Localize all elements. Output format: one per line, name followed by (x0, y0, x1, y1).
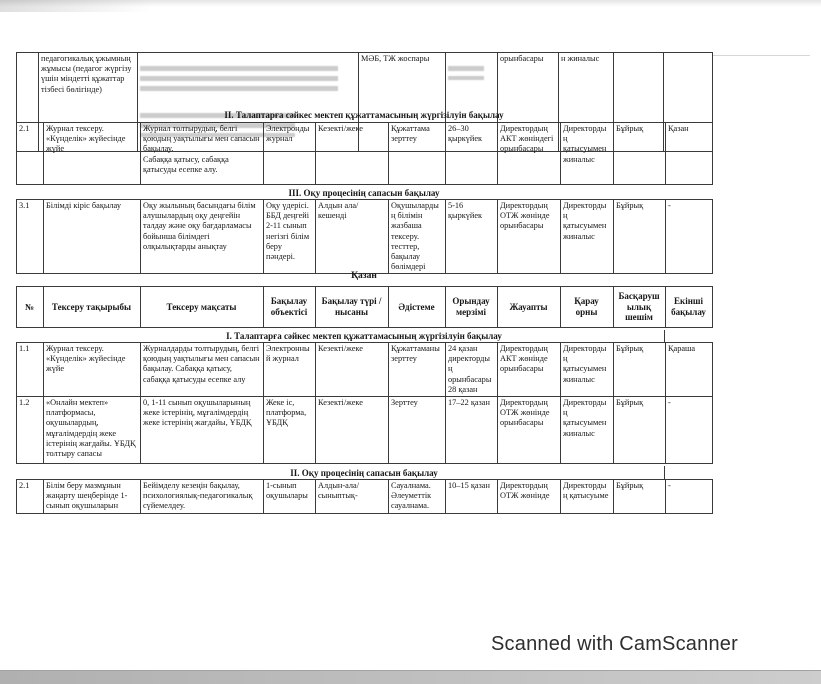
cell-object: 1-сынып оқушылары (264, 480, 316, 514)
cell-method: Оқушылардың білімін жазбаша тексеру. тесттер, бақылау бөлімдері (389, 200, 446, 274)
cell-object: Оқу үдерісі. ББД деңгейі 2-11 сынып негізгі білім беру пәндері. (264, 200, 316, 274)
cell-number: 2.1 (17, 123, 44, 185)
column-divider (664, 466, 665, 479)
cell-deadline: 5-16 қыркүйек (446, 200, 498, 274)
cell-review-place: н жиналыс (559, 53, 614, 152)
ghost-text (448, 66, 484, 80)
cell-review-place: Директордың қатысуымен жиналыс (561, 200, 614, 274)
cell-review-place: Директордың қатысуымен жиналыс (561, 397, 614, 464)
cell-responsible: Директордың ОТЖ жөнінде (498, 480, 561, 514)
column-header-object: Бақылау объектісі (264, 287, 316, 328)
cell-purpose: Бейімделу кезеңін бақылау, психологиялық-педагогикалық сүйемелдеу. (141, 480, 264, 514)
cell-topic: Журнал тексеру. «Күнделік» жүйесінде жүйе (44, 343, 141, 397)
cell-number: 1.2 (17, 397, 44, 464)
scan-corner-shadow (0, 0, 150, 12)
cell-deadline: 10–15 қазан (446, 480, 498, 514)
cell-purpose: 0, 1-11 сынып оқушыларының жеке істерінің, мұғалімдердің жеке істерінің жағдайы, ҰБДҚ (141, 397, 264, 464)
cell-responsible: орынбасары (498, 53, 559, 152)
section-header-documents-control-october (16, 330, 712, 342)
cell-decision: Бұйрық (614, 480, 666, 514)
scan-bottom-bar (0, 670, 821, 684)
cell-decision: Бұйрық (614, 343, 666, 397)
cell-method: Зерттеу (389, 397, 446, 464)
scan-bleed-line (712, 55, 810, 56)
cell-second-control: - (666, 200, 713, 274)
cell-control-type: Кезекті/жеке (316, 123, 389, 185)
cell-object: Жеке іс, платформа, ҰБДҚ (264, 397, 316, 464)
october-table-section-1-rows (16, 342, 713, 464)
table-row (17, 480, 713, 514)
october-table-section-2-rows (16, 479, 713, 514)
cell-number: 3.1 (17, 200, 44, 274)
cell-second-control: Қараша (666, 343, 713, 397)
cell-second-control: - (666, 480, 713, 514)
cell-deadline: 24 қазан директордың орынбасары 28 қазан (446, 343, 498, 397)
column-header-responsible: Жауапты (498, 287, 561, 328)
header-row (17, 287, 713, 328)
cell-topic: Журнал тексеру. «Күнделік» жүйесінде жүйе (44, 123, 141, 185)
october-table-header (16, 286, 713, 328)
cell-purpose: Журналдарды толтырудың, белгі қоюдың уақтылығы мен сапасын бақылау. Сабаққа қатысу, сабаққа қатысуды есепке алу (141, 343, 264, 397)
cell-responsible: Директордың ОТЖ жөнінде орынбасары (498, 397, 561, 464)
column-header-topic: Тексеру тақырыбы (44, 287, 141, 328)
cell-number: 1.1 (17, 343, 44, 397)
cell-control-type: Кезекті/жеке (316, 343, 389, 397)
cell-review-place: Директордың қатысуыме (561, 480, 614, 514)
section-header-education-quality-october (16, 466, 712, 479)
section-header-label: II. Оқу процесінің сапасын бақылау (290, 467, 438, 478)
camscanner-watermark: Scanned with CamScanner (491, 633, 738, 655)
cell-decision: Бұйрық (614, 200, 666, 274)
cell-decision: Бұйрық (614, 397, 666, 464)
column-header-deadline: Орындау мерзімі (446, 287, 498, 328)
cell-object: Электронды журнал (264, 123, 316, 185)
cell-second-control: - (666, 397, 713, 464)
table-row (17, 200, 713, 274)
cell-review-place: Директордың қатысуымен жиналыс (561, 123, 614, 185)
section-header-label: I. Талаптарға сәйкес мектеп құжаттамасының жүргізілуін бақылау (226, 331, 502, 341)
column-header-purpose: Тексеру мақсаты (141, 287, 264, 328)
table-row (17, 123, 713, 185)
cell-topic: Білімді кіріс бақылау (44, 200, 141, 274)
column-header-method: Әдістеме (389, 287, 446, 328)
column-divider (664, 330, 665, 342)
cell-review-place: Директордың қатысуымен жиналыс (561, 343, 614, 397)
column-header-second-control: Екінші бақылау (666, 287, 713, 328)
table-row (17, 397, 713, 464)
cell-method: Құжаттаманы зерттеу (389, 343, 446, 397)
column-header-control-type: Бақылау түрі / нысаны (316, 287, 389, 328)
cell-method: Сауалнама. Әлеуметтік сауалнама. (389, 480, 446, 514)
cell-topic: педагогикалық ұжымның жұмысы (педагог жүргізу үшін міндетті құжаттар тізбесі бөлігінде) (39, 53, 138, 152)
column-header-number: № (17, 287, 44, 328)
section-header-label: III. Оқу процесінің сапасын бақылау (288, 187, 440, 198)
month-title: Қазан (351, 271, 377, 281)
cell-purpose: Журнал толтырудың, белгі қоюдың уақтылығы мен сапасын бақылау. Сабаққа қатысу, сабаққа қатысуды есепке алу. (141, 123, 264, 185)
cell-responsible: Директордың ОТЖ жөнінде орынбасары (498, 200, 561, 274)
cell-second-control: Қазан (666, 123, 713, 185)
september-table-row-2-1 (16, 122, 713, 185)
cell-control-type: Кезекті/жеке (316, 397, 389, 464)
cell-object: Электронный журнал (264, 343, 316, 397)
cell-control-type: Алдын-ала/сыныптық- (316, 480, 389, 514)
section-header-documents-control (16, 108, 712, 122)
column-header-decision: Басқарушылық шешім (614, 287, 666, 328)
cell-topic: Білім беру мазмұнын жаңарту шеңберінде 1-сынып оқушыларын (44, 480, 141, 514)
table-row (17, 343, 713, 397)
cell-decision: Бұйрық (614, 123, 666, 185)
cell-responsible: Директордың АКТ жөніндегі орынбасары (498, 123, 561, 185)
cell-topic: «Онлайн мектеп» платформасы, оқушылардың, мұғалімдердің жеке істерінің жағдайы. ҰБДҚ толтыру сапасы (44, 397, 141, 464)
cell-method: Құжаттама зерттеу (389, 123, 446, 185)
column-header-review-place: Қарау орны (561, 287, 614, 328)
cell-responsible: Директордың АКТ жөнінде орынбасары (498, 343, 561, 397)
cell-number: 2.1 (17, 480, 44, 514)
september-table-row-3-1 (16, 199, 713, 274)
section-header-label: II. Талаптарға сәйкес мектеп құжаттамасының жүргізілуін бақылау (224, 110, 504, 120)
cell-object: МӘБ, ТЖ жоспары (359, 53, 446, 152)
cell-purpose: Оқу жылының басындағы білім алушылардың оқу деңгейін талдау және оқу бағдарламасы бойынша білімдегі олқылықтарды анықтау (141, 200, 264, 274)
section-header-education-quality (16, 186, 712, 199)
cell-deadline: 26–30 қыркүйек (446, 123, 498, 185)
cell-deadline: 17–22 қазан (446, 397, 498, 464)
cell-control-type: Алдын ала/кешенді (316, 200, 389, 274)
ghost-text (140, 66, 338, 91)
